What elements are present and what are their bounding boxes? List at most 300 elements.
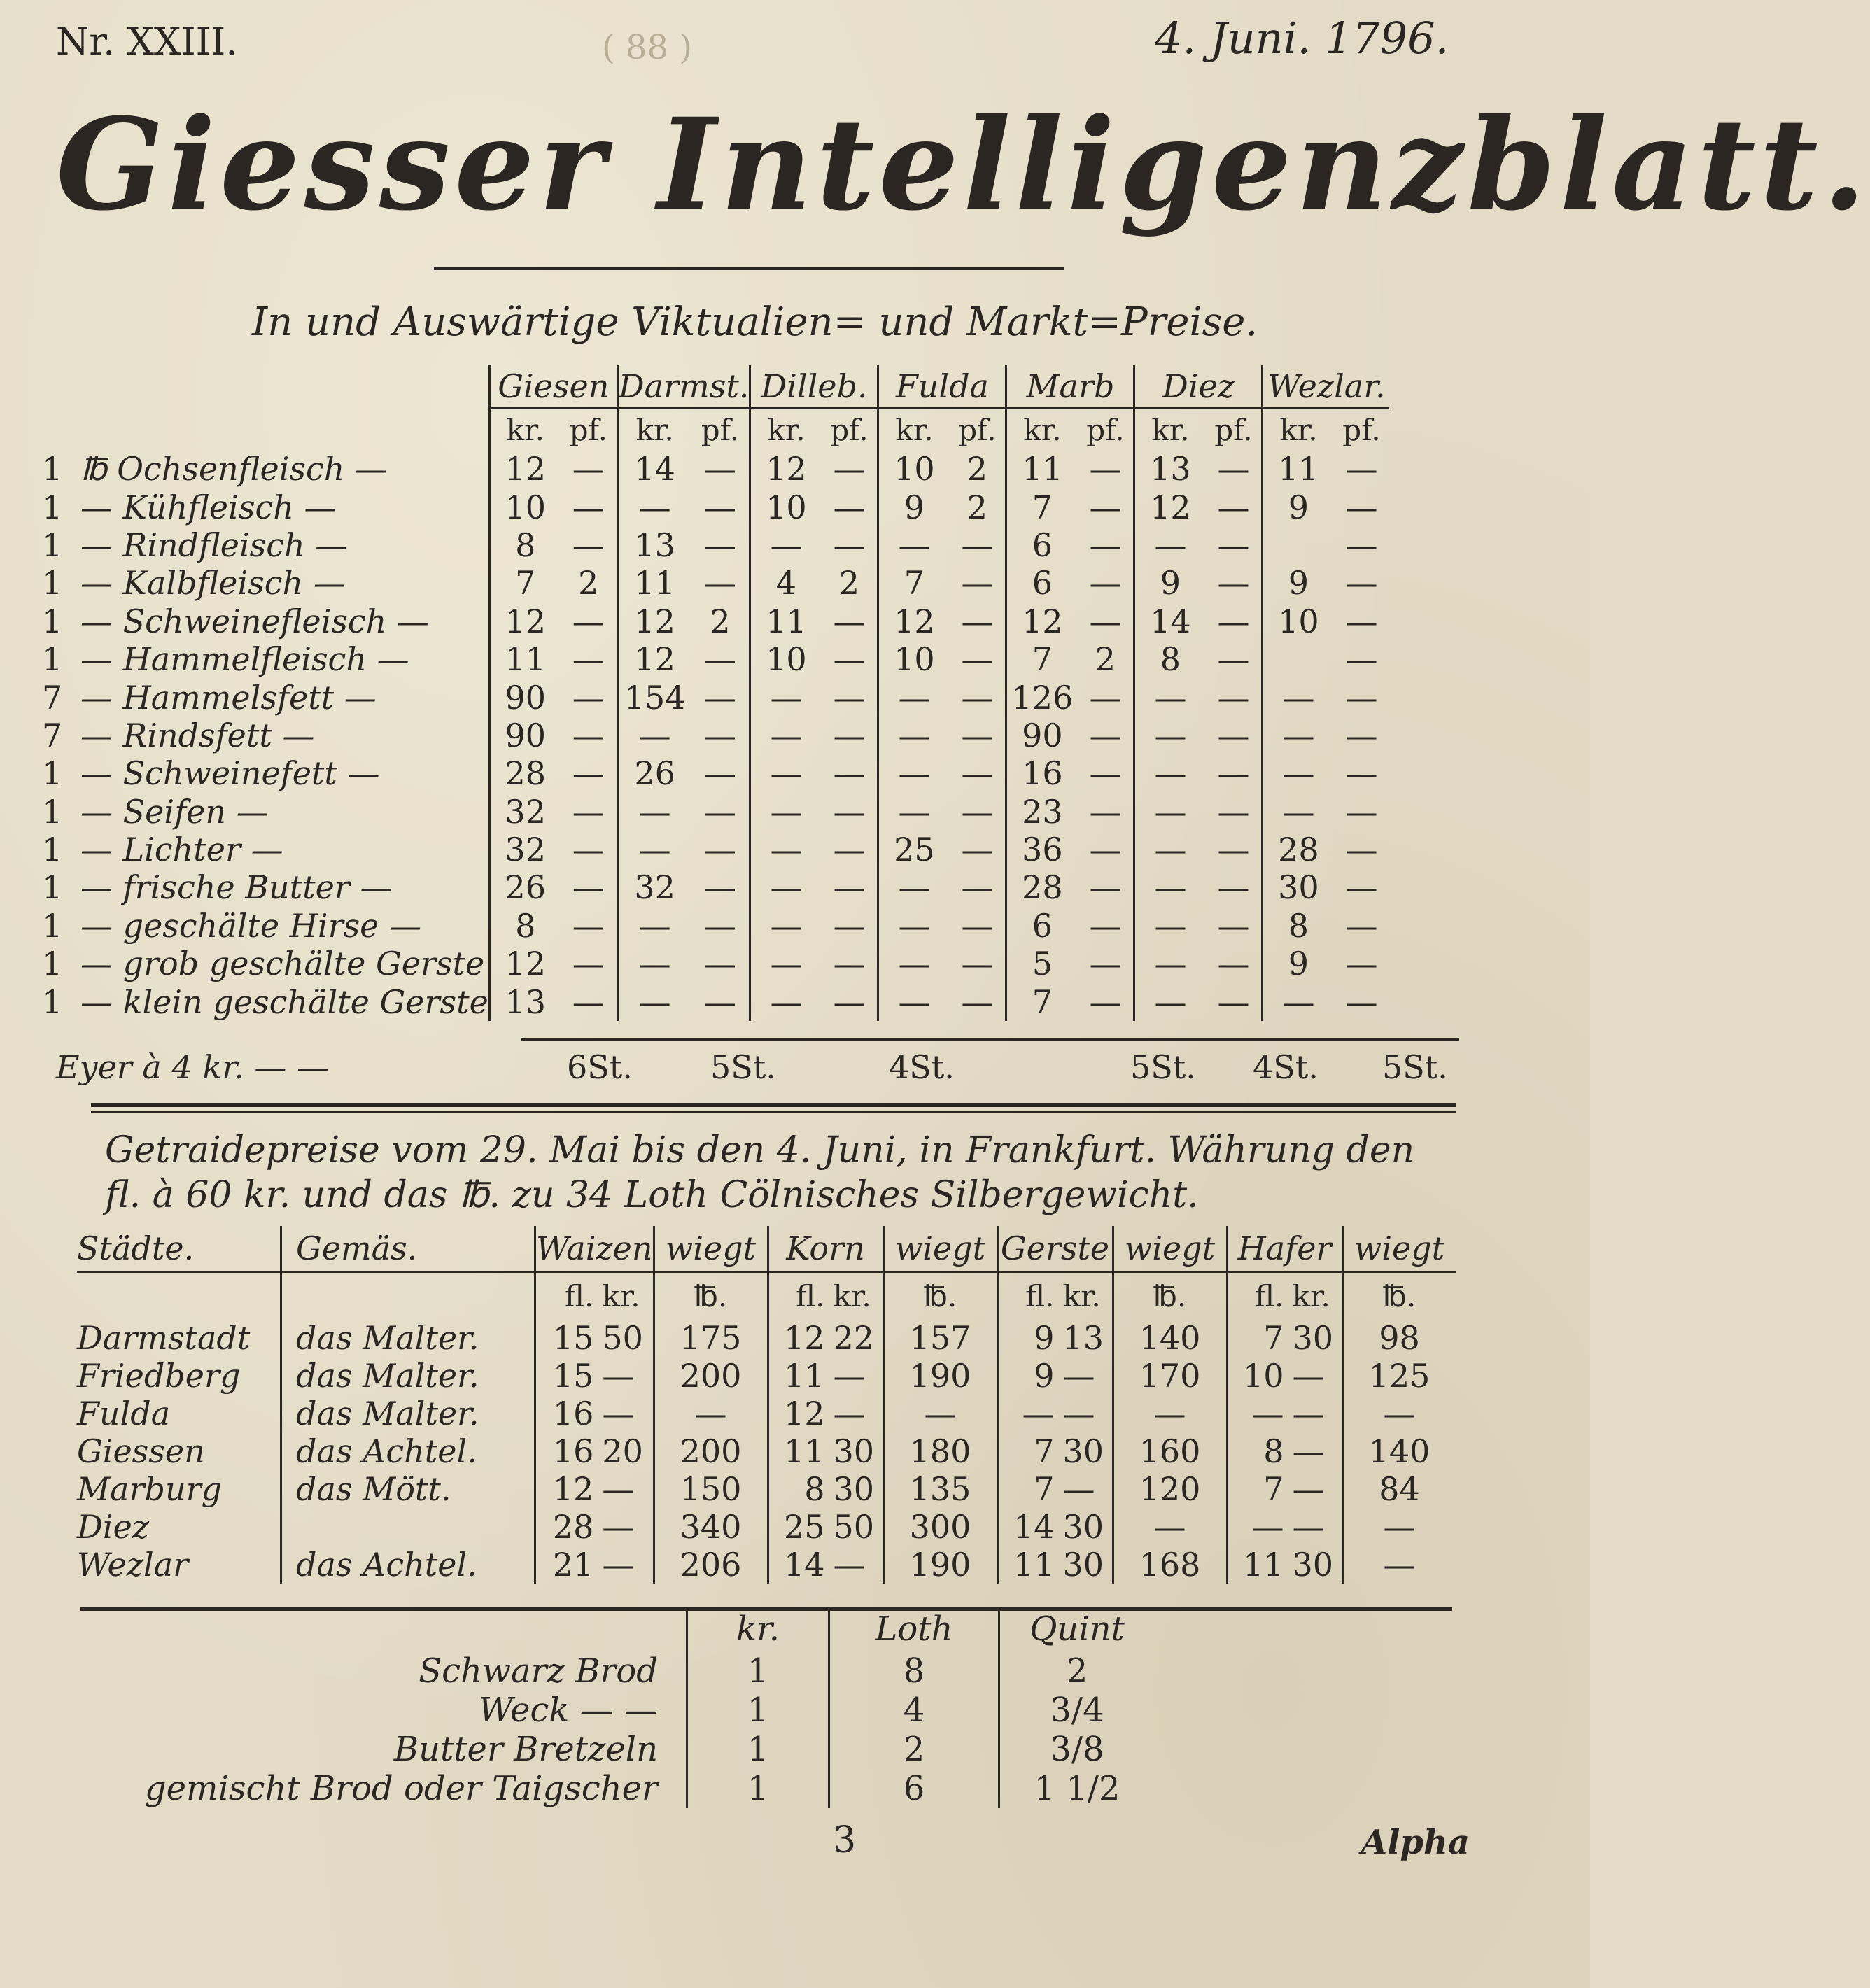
price-cell: — [1134,945,1206,982]
price-cell: 12 [489,602,561,640]
market-row [42,754,1389,792]
grain-cell: 7 [1227,1319,1288,1357]
grain-cell: — [1292,1470,1325,1508]
price-cell: 32 [617,868,691,906]
row-quantity: 1 [42,831,63,869]
price-cell: — [1263,678,1334,716]
row-quantity: 7 [42,716,63,754]
signature-mark: 3 [833,1819,857,1861]
price-cell: — [1217,868,1250,907]
price-cell: 11 [750,602,822,640]
bread-row [126,1651,1154,1691]
grain-cell: 11 [768,1357,829,1395]
grain-cell: 190 [883,1546,997,1584]
price-cell: 30 [1263,868,1334,906]
price-cell: 11 [617,564,691,602]
grain-cell: 206 [654,1546,768,1584]
grain-cell: 16 [535,1432,598,1470]
bread-quint: 2 [999,1651,1155,1691]
row-dash: — [282,716,315,754]
price-cell: 8 [489,907,561,945]
bread-loth: 2 [829,1730,999,1769]
price-cell: 12 [1006,602,1078,640]
price-cell: 9 [878,488,950,526]
price-cell: — [572,831,605,869]
price-cell: — [1089,982,1122,1021]
price-cell: — [961,602,994,640]
grain-cell: 120 [1113,1470,1227,1508]
price-cell: — [961,526,994,564]
grain-cell: 190 [883,1357,997,1395]
price-cell: — [878,868,950,906]
row-item: — Rindsfett — [80,716,315,754]
price-cell: 14 [617,450,691,488]
price-cell: — [750,793,822,831]
row-item: — grob geschälte Gerste [80,945,485,983]
price-cell: — [1217,678,1250,717]
grain-cell: — [1062,1357,1095,1395]
grain-cell: 140 [1113,1319,1227,1357]
grain-cell: — [602,1357,635,1395]
unit-pf: pf. [569,412,607,447]
grain-cell: 30 [833,1432,875,1470]
price-cell: — [750,868,822,906]
grain-cell: 12 [768,1319,829,1357]
row-quantity: 7 [42,678,63,717]
bread-row [126,1691,1154,1730]
price-cell: — [617,831,691,868]
grain-cell: 11 [997,1546,1059,1584]
price-cell: — [1134,831,1206,868]
price-cell: — [1089,906,1122,945]
col-city-header: Städte. [77,1226,281,1272]
grain-cell: 25 [768,1508,829,1546]
price-cell: — [1217,450,1250,488]
grain-cell: 30 [1062,1432,1104,1470]
catchword: Alpha [1361,1823,1470,1862]
price-cell: — [833,602,866,640]
grain-cell: 20 [602,1432,643,1470]
price-cell: 25 [878,831,950,868]
grain-cell: 175 [654,1319,768,1357]
grain-row [77,1508,1456,1546]
grain-cell: — [602,1546,635,1584]
price-cell: — [878,945,950,982]
weighs-header: wiegt [1113,1226,1227,1272]
price-cell: 6 [1006,564,1078,602]
market-row [42,717,1389,754]
price-cell: 12 [1134,488,1206,526]
row-item: — Schweinefett — [80,754,380,793]
unit-pf: pf. [1214,412,1253,447]
price-cell: 126 [1006,678,1078,716]
price-cell: 154 [617,678,691,716]
price-cell: — [1345,906,1378,945]
section-rule [91,1103,1456,1107]
bread-quint: 3/4 [999,1691,1155,1730]
price-cell: — [572,640,605,679]
price-cell: — [572,450,605,488]
price-cell: — [572,488,605,526]
price-cell: — [572,906,605,945]
grain-row [77,1470,1456,1508]
title-rule [434,267,1064,270]
row-dash: — [360,868,393,907]
bread-name: Schwarz Brod [419,1651,658,1691]
grain-cell: — [1342,1508,1456,1546]
grain-measure: das Malter. [281,1395,535,1432]
eggs-count: 5St. [1130,1048,1196,1086]
price-cell: — [703,868,736,907]
grain-cell: 50 [833,1508,875,1546]
unit-kr: kr. [489,409,561,451]
price-cell: — [703,906,736,945]
price-cell: — [617,793,691,831]
price-cell: — [703,526,736,564]
price-cell: — [1134,526,1206,564]
row-dash: — [236,792,269,831]
grain-row [77,1395,1456,1432]
grain-city: Darmstadt [77,1319,251,1357]
price-cell: 32 [489,793,561,831]
price-cell: — [1217,526,1250,564]
price-cell: 7 [1006,640,1078,678]
price-cell: 2 [710,602,731,640]
price-cell: — [703,945,736,983]
price-cell: — [703,678,736,717]
row-item: — Schweinefleisch — [80,602,429,640]
bread-col-kr: kr. [687,1607,829,1651]
price-cell: — [833,792,866,831]
price-cell: — [833,868,866,907]
price-cell: — [572,982,605,1021]
price-cell: — [833,640,866,679]
grain-city: Wezlar [77,1546,189,1584]
grain-row [77,1319,1456,1357]
price-cell: — [572,526,605,564]
price-cell: — [1089,945,1122,983]
price-cell: — [617,907,691,945]
price-cell: — [1345,602,1378,640]
row-quantity: 1 [42,868,63,907]
price-cell: — [1217,831,1250,869]
price-cell: 90 [1006,717,1078,754]
price-cell: — [961,868,994,907]
unit-fl: fl. [768,1272,829,1320]
grain-city: Friedberg [77,1357,241,1395]
bread-name: Butter Bretzeln [393,1730,658,1769]
unit-kr: kr. [617,409,691,451]
grain-cell: 8 [768,1470,829,1508]
grain-cell: 200 [654,1432,768,1470]
price-cell: — [617,982,691,1020]
price-cell: — [572,945,605,983]
section-rule-thin [91,1111,1456,1113]
row-dash: — [347,754,380,793]
grain-city: Fulda [77,1395,171,1432]
price-cell: — [1263,982,1334,1020]
price-cell: — [961,716,994,754]
price-cell: 13 [617,526,691,564]
grain-measure: das Mött. [281,1470,535,1508]
grain-measure: das Malter. [281,1319,535,1357]
grain-header: Korn [768,1226,883,1272]
price-cell: — [1345,564,1378,602]
grain-cell: 16 [535,1395,598,1432]
col-measure-header: Gemäs. [281,1226,535,1272]
issue-number: Nr. XXIII. [56,20,238,64]
price-cell: — [1345,716,1378,754]
price-cell: — [1134,678,1206,716]
bread-quint: 1 1/2 [999,1769,1155,1808]
row-quantity: 1 [42,945,63,983]
price-cell: 28 [489,754,561,792]
market-row [42,526,1389,564]
price-cell: 9 [1263,488,1334,526]
grain-cell: — [833,1395,866,1432]
grain-cell: 98 [1342,1319,1456,1357]
price-cell: — [1217,564,1250,602]
price-cell: — [878,678,950,716]
unit-kr: kr. [602,1278,640,1313]
price-cell: 4 [750,564,822,602]
unit-kr: kr. [1292,1278,1330,1313]
market-row [42,488,1389,526]
grain-row [77,1546,1456,1584]
price-cell: — [833,982,866,1021]
unit-pf: pf. [830,412,869,447]
price-cell: 90 [489,717,561,754]
price-cell: 2 [838,564,860,602]
price-cell: 8 [489,526,561,564]
price-cell: — [750,678,822,716]
price-cell: — [1089,488,1122,526]
price-cell: 6 [1006,526,1078,564]
eggs-row [56,1048,329,1086]
price-cell: — [878,907,950,945]
grain-cell: — [1227,1395,1288,1432]
row-item: — klein geschälte Gerste [80,982,488,1021]
price-cell: 9 [1263,945,1334,982]
grain-cell: 7 [997,1432,1059,1470]
row-quantity: 1 [42,602,63,640]
row-dash: — [355,450,388,488]
price-cell: 7 [878,564,950,602]
grain-cell: — [833,1357,866,1395]
price-cell: 7 [1006,488,1078,526]
price-cell: — [961,564,994,602]
price-cell: — [703,831,736,869]
price-cell: — [1345,792,1378,831]
price-cell: — [833,831,866,869]
grain-cell: 21 [535,1546,598,1584]
city-header: Wezlar. [1263,365,1390,409]
grain-cell: — [997,1395,1059,1432]
row-item: ℔ Ochsenfleisch — [80,450,388,488]
price-cell: — [833,450,866,488]
price-cell: — [1345,450,1378,488]
price-cell: 10 [878,450,950,488]
row-quantity: 1 [42,906,63,945]
price-cell: — [961,792,994,831]
price-cell: — [703,754,736,793]
row-quantity: 1 [42,526,63,564]
unit-kr: kr. [1134,409,1206,451]
bread-kr: 1 [687,1651,829,1691]
bread-loth: 4 [829,1691,999,1730]
price-cell: — [572,678,605,717]
grain-city: Giessen [77,1432,205,1470]
bread-col-quint: Quint [999,1607,1155,1651]
grain-cell: 160 [1113,1432,1227,1470]
price-cell: — [1345,945,1378,983]
price-cell: — [1345,754,1378,793]
unit-lb: ℔. [654,1272,768,1320]
grain-cell: 170 [1113,1357,1227,1395]
unit-kr: kr. [1006,409,1078,451]
grain-measure: das Achtel. [281,1432,535,1470]
price-cell: — [572,716,605,754]
grain-cell: 15 [535,1357,598,1395]
price-cell: — [1089,868,1122,907]
price-cell: — [617,717,691,754]
city-header: Marb [1006,365,1134,409]
market-row [42,640,1389,678]
market-subtitle: In und Auswärtige Viktualien= und Markt=Preise. [252,299,1258,345]
masthead-title: Giesser Intelligenzblatt. [56,91,1870,239]
price-cell: — [1345,831,1378,869]
row-quantity: 1 [42,640,63,679]
grain-cell: 125 [1342,1357,1456,1395]
grain-cell: 150 [654,1470,768,1508]
grain-cell: 84 [1342,1470,1456,1508]
price-cell: — [878,717,950,754]
grain-price-table [77,1226,1456,1584]
grain-cell: 30 [833,1470,875,1508]
price-cell: — [572,868,605,907]
grain-cell: 9 [997,1319,1059,1357]
price-cell: — [878,793,950,831]
eggs-count: 6St. [567,1048,633,1086]
price-cell: — [703,640,736,679]
price-cell: 10 [750,488,822,526]
price-cell: — [833,754,866,793]
price-cell: — [750,717,822,754]
grain-cell: — [1292,1395,1325,1432]
grain-city: Diez [77,1508,150,1546]
price-cell: 10 [1263,602,1334,640]
price-cell: — [1263,793,1334,831]
price-cell: — [1217,906,1250,945]
price-cell: 23 [1006,793,1078,831]
page-number: ( 88 ) [602,28,693,67]
price-cell: — [572,792,605,831]
grain-cell: 157 [883,1319,997,1357]
unit-pf: pf. [1086,412,1125,447]
market-row [42,793,1389,831]
price-cell: — [833,488,866,526]
market-price-table [42,365,1389,1021]
row-dash: — [344,678,377,717]
row-dash: — [251,831,283,869]
price-cell: — [833,906,866,945]
market-row [42,602,1389,640]
price-cell: 32 [489,831,561,868]
price-cell: 28 [1006,868,1078,906]
price-cell: — [1134,982,1206,1020]
price-cell: — [1345,868,1378,907]
row-quantity: 1 [42,488,63,526]
price-cell: — [961,678,994,717]
price-cell: — [878,754,950,792]
eggs-count: 4St. [889,1048,955,1086]
grain-cell: 11 [1227,1546,1288,1584]
bread-kr: 1 [687,1769,829,1808]
price-cell: 2 [578,564,599,602]
price-cell: 10 [878,640,950,678]
row-item: — frische Butter — [80,868,393,907]
grain-cell: 300 [883,1508,997,1546]
price-cell: — [1134,907,1206,945]
price-cell: — [1217,754,1250,793]
price-cell: — [750,907,822,945]
grain-cell: 15 [535,1319,598,1357]
market-row [42,907,1389,945]
price-cell: — [833,945,866,983]
market-row [42,564,1389,602]
city-header: Giesen [489,365,617,409]
price-cell: — [750,831,822,868]
price-cell: 36 [1006,831,1078,868]
bread-kr: 1 [687,1730,829,1769]
price-cell: — [750,754,822,792]
price-cell: 14 [1134,602,1206,640]
grain-cell: 168 [1113,1546,1227,1584]
price-cell: — [617,488,691,526]
issue-date: 4. Juni. 1796. [1155,13,1449,64]
bread-kr: 1 [687,1691,829,1730]
row-item: — Kalbfleisch — [80,564,346,602]
row-item: — Kühfleisch — [80,488,337,526]
price-cell: — [750,945,822,982]
grain-cell: 30 [1062,1508,1104,1546]
weighs-header: wiegt [1342,1226,1456,1272]
price-cell: 9 [1134,564,1206,602]
row-dash: — [315,526,348,564]
price-cell: 2 [966,450,988,488]
grain-cell: — [1113,1395,1227,1432]
price-cell: 28 [1263,831,1334,868]
price-cell: — [961,945,994,983]
weighs-header: wiegt [654,1226,768,1272]
grain-measure [281,1508,535,1546]
unit-lb: ℔. [1342,1272,1456,1320]
eggs-count: 4St. [1253,1048,1319,1086]
price-cell: — [1217,945,1250,983]
unit-kr: kr. [878,409,950,451]
price-cell: 16 [1006,754,1078,792]
grain-cell: — [602,1508,635,1546]
unit-lb: ℔. [1113,1272,1227,1320]
grain-cell: — [602,1470,635,1508]
price-cell: — [1217,716,1250,754]
price-cell: 2 [966,488,988,526]
price-cell: — [750,982,822,1020]
row-dash: — [396,602,429,640]
grain-cell: — [1292,1357,1325,1395]
unit-kr: kr. [750,409,822,451]
price-cell: 12 [489,450,561,488]
